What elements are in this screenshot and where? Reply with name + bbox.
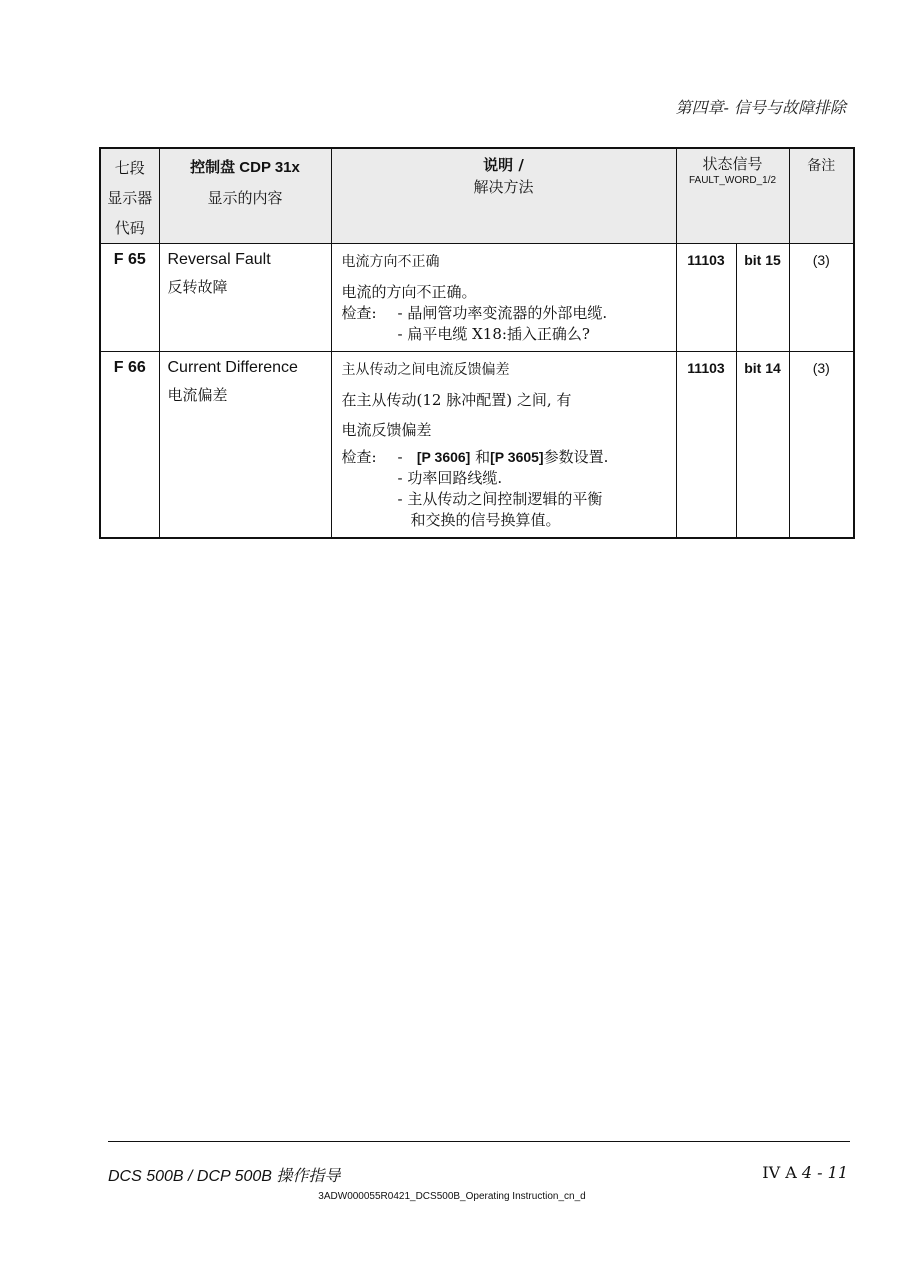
footer-page bbox=[762, 1163, 848, 1182]
fault-description bbox=[331, 244, 676, 352]
check-and: 和 bbox=[475, 448, 491, 466]
fault-note: (3) bbox=[789, 352, 854, 539]
fault-name-en: Reversal Fault bbox=[167, 251, 271, 268]
header-code-line: 显示器 bbox=[107, 189, 153, 207]
header-code-line: 七段 bbox=[114, 159, 145, 177]
check-line bbox=[342, 303, 672, 324]
fault-table bbox=[99, 147, 855, 539]
footer-doc-id: 3ADW000055R0421_DCS500B_Operating Instruction_cn_d bbox=[318, 1191, 586, 1202]
fault-name-cn: 电流偏差 bbox=[167, 386, 228, 404]
header-state-line: 状态信号 bbox=[702, 155, 763, 173]
fault-name-cn: 反转故障 bbox=[167, 278, 228, 296]
fault-code: F 65 bbox=[100, 244, 159, 352]
desc-text: 电流的方向不正确。 bbox=[341, 283, 477, 301]
header-state bbox=[676, 148, 789, 244]
fault-bit: bit 15 bbox=[736, 244, 789, 352]
desc-title: 主从传动之间电流反馈偏差 bbox=[341, 362, 510, 378]
check-item: - 功率回路线缆. bbox=[397, 469, 503, 487]
fault-word: 11103 bbox=[676, 244, 736, 352]
fault-name-en: Current Difference bbox=[167, 359, 298, 376]
param-ref: [P 3605] bbox=[490, 449, 544, 465]
fault-name bbox=[159, 352, 331, 539]
fault-word: 11103 bbox=[676, 352, 736, 539]
header-cdp-line: 控制盘 CDP 31x bbox=[190, 159, 300, 176]
fault-description bbox=[331, 352, 676, 539]
fault-name bbox=[159, 244, 331, 352]
check-dash: - bbox=[397, 448, 403, 466]
desc-text: 在主从传动(12 脉冲配置) 之间, 有 bbox=[341, 391, 572, 409]
header-cdp bbox=[159, 148, 331, 244]
check-item: - 扁平电缆 X18:插入正确么? bbox=[397, 325, 590, 343]
page-prefix: IV A bbox=[762, 1163, 797, 1182]
table-row bbox=[100, 244, 854, 352]
check-item: 和交换的信号换算值。 bbox=[410, 511, 561, 529]
check-line bbox=[342, 447, 672, 468]
check-item: - 晶闸管功率变流器的外部电缆. bbox=[397, 304, 608, 322]
header-description-line: 说明 / bbox=[483, 156, 524, 174]
header-description bbox=[331, 148, 676, 244]
check-label: 检查: bbox=[341, 304, 377, 322]
desc-title: 电流方向不正确 bbox=[341, 254, 440, 270]
table-header-row bbox=[100, 148, 854, 244]
param-ref: [P 3606] bbox=[416, 449, 471, 465]
fault-note: (3) bbox=[789, 244, 854, 352]
check-item: - 主从传动之间控制逻辑的平衡 bbox=[397, 490, 603, 508]
footer-divider bbox=[108, 1141, 850, 1142]
header-description-line: 解决方法 bbox=[473, 178, 534, 196]
table-row bbox=[100, 352, 854, 539]
desc-text: 电流反馈偏差 bbox=[341, 421, 432, 439]
check-tail: 参数设置. bbox=[543, 448, 609, 466]
header-code-line: 代码 bbox=[114, 219, 145, 237]
fault-code: F 66 bbox=[100, 352, 159, 539]
check-label: 检查: bbox=[341, 448, 377, 466]
fault-bit: bit 14 bbox=[736, 352, 789, 539]
header-cdp-line: 显示的内容 bbox=[207, 189, 283, 207]
chapter-header: 第四章- 信号与故障排除 bbox=[675, 98, 846, 117]
footer-title: DCS 500B / DCP 500B 操作指导 bbox=[108, 1168, 341, 1185]
header-code bbox=[100, 148, 159, 244]
page-number: 4 - 11 bbox=[801, 1163, 848, 1182]
header-note: 备注 bbox=[789, 148, 854, 244]
header-state-word: FAULT_WORD_1/2 bbox=[688, 175, 777, 186]
